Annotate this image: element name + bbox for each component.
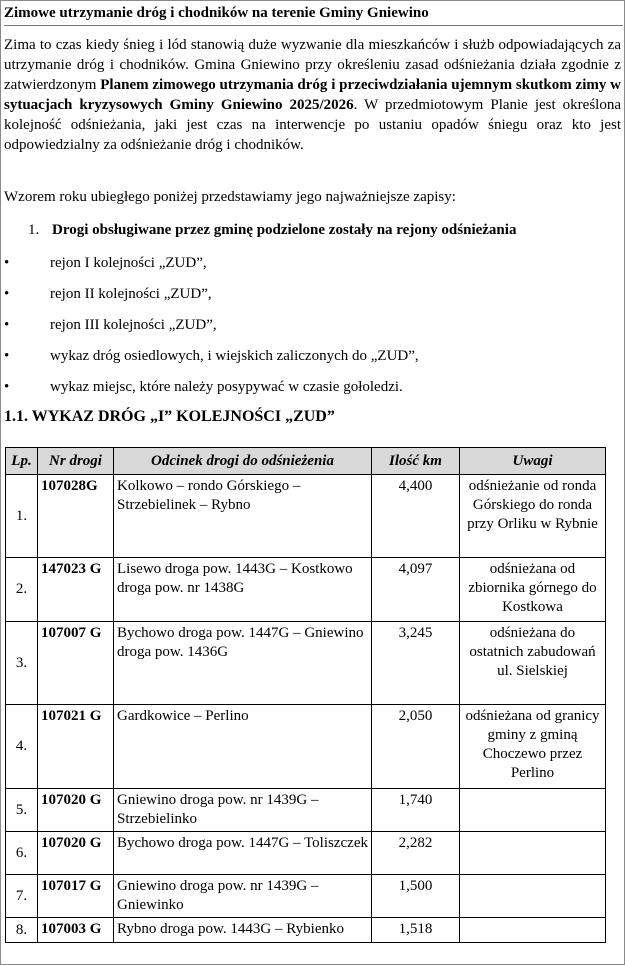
cell-nr: 107028G bbox=[38, 475, 114, 558]
cell-odcinek: Gniewino droga pow. nr 1439G – Gniewinko bbox=[114, 875, 372, 918]
table-row bbox=[6, 475, 606, 558]
bullet-text: wykaz dróg osiedlowych, i wiejskich zaliczonych do „ZUD”, bbox=[50, 348, 419, 364]
table-row bbox=[6, 558, 606, 622]
cell-km: 4,400 bbox=[372, 475, 460, 558]
cell-km: 4,097 bbox=[372, 558, 460, 622]
bullet-icon: • bbox=[4, 255, 10, 271]
table-row bbox=[6, 705, 606, 789]
cell-lp: 1. bbox=[6, 475, 38, 558]
cell-odcinek: Gniewino droga pow. nr 1439G – Strzebielinko bbox=[114, 789, 372, 832]
bullet-text: rejon I kolejności „ZUD”, bbox=[50, 255, 207, 271]
numbered-item-number: 1. bbox=[28, 222, 40, 238]
cell-uwagi bbox=[460, 875, 606, 918]
page-title: Zimowe utrzymanie dróg i chodników na terenie Gminy Gniewino bbox=[4, 5, 429, 21]
cell-uwagi bbox=[460, 918, 606, 943]
bullet-item bbox=[4, 253, 207, 273]
header-lp: Lp. bbox=[6, 448, 38, 475]
cell-nr: 107021 G bbox=[38, 705, 114, 789]
numbered-item bbox=[28, 220, 516, 240]
cell-lp: 2. bbox=[6, 558, 38, 622]
cell-km: 3,245 bbox=[372, 622, 460, 705]
bullet-icon: • bbox=[4, 348, 10, 364]
header-nr-drogi: Nr drogi bbox=[38, 448, 114, 475]
cell-nr: 107020 G bbox=[38, 832, 114, 875]
cell-lp: 6. bbox=[6, 832, 38, 875]
cell-nr: 107020 G bbox=[38, 789, 114, 832]
bullet-text: wykaz miejsc, które należy posypywać w czasie gołoledzi. bbox=[50, 379, 403, 395]
plan-name: Planem zimowego utrzymania dróg i przeciwdziałania ujemnym skutkom zimy w sytuacjach kryzysowych Gminy Gniewino 2025/2026 bbox=[4, 77, 621, 113]
cell-km: 1,500 bbox=[372, 875, 460, 918]
intro-paragraph bbox=[4, 35, 621, 155]
cell-uwagi: odśnieżana do ostatnich zabudowań ul. Sielskiej bbox=[460, 622, 606, 705]
cell-odcinek: Lisewo droga pow. 1443G – Kostkowo droga pow. nr 1438G bbox=[114, 558, 372, 622]
cell-nr: 107003 G bbox=[38, 918, 114, 943]
cell-uwagi bbox=[460, 789, 606, 832]
cell-lp: 7. bbox=[6, 875, 38, 918]
cell-odcinek: Kolkowo – rondo Górskiego – Strzebielinek – Rybno bbox=[114, 475, 372, 558]
cell-lp: 8. bbox=[6, 918, 38, 943]
cell-nr: 107007 G bbox=[38, 622, 114, 705]
title-divider bbox=[4, 25, 623, 26]
cell-km: 2,050 bbox=[372, 705, 460, 789]
bullet-item bbox=[4, 377, 403, 397]
cell-lp: 4. bbox=[6, 705, 38, 789]
bullet-icon: • bbox=[4, 317, 10, 333]
cell-nr: 147023 G bbox=[38, 558, 114, 622]
table-row bbox=[6, 832, 606, 875]
intro-paragraph-2: Wzorem roku ubiegłego poniżej przedstawiamy jego najważniejsze zapisy: bbox=[4, 189, 456, 205]
bullet-icon: • bbox=[4, 379, 10, 395]
header-km: Ilość km bbox=[372, 448, 460, 475]
cell-km: 1,740 bbox=[372, 789, 460, 832]
cell-lp: 3. bbox=[6, 622, 38, 705]
cell-odcinek: Bychowo droga pow. 1447G – Gniewino droga pow. 1436G bbox=[114, 622, 372, 705]
cell-odcinek: Rybno droga pow. 1443G – Rybienko bbox=[114, 918, 372, 943]
cell-uwagi: odśnieżana od zbiornika górnego do Kostkowa bbox=[460, 558, 606, 622]
cell-km: 2,282 bbox=[372, 832, 460, 875]
intro-text-2: . W przedmiotowym Planie jest określona kolejność odśnieżania, jaki jest czas na interwencje po ustaniu opadów śniegu oraz kto jest odpowiedzialny za odśnieżanie dróg i chodników. bbox=[4, 97, 621, 153]
section-heading: 1.1. WYKAZ DRÓG „I” KOLEJNOŚCI „ZUD” bbox=[4, 408, 335, 425]
cell-uwagi: odśnieżana od granicy gminy z gminą Choczewo przez Perlino bbox=[460, 705, 606, 789]
table-row bbox=[6, 918, 606, 943]
cell-uwagi bbox=[460, 832, 606, 875]
bullet-item bbox=[4, 284, 212, 304]
header-uwagi: Uwagi bbox=[460, 448, 606, 475]
header-odcinek: Odcinek drogi do odśnieżenia bbox=[114, 448, 372, 475]
table-row bbox=[6, 622, 606, 705]
bullet-icon: • bbox=[4, 286, 10, 302]
bullet-text: rejon III kolejności „ZUD”, bbox=[50, 317, 217, 333]
table-row bbox=[6, 789, 606, 832]
cell-odcinek: Gardkowice – Perlino bbox=[114, 705, 372, 789]
table-header-row bbox=[6, 448, 606, 475]
cell-nr: 107017 G bbox=[38, 875, 114, 918]
bullet-item bbox=[4, 315, 217, 335]
roads-table bbox=[5, 447, 606, 943]
cell-uwagi: odśnieżanie od ronda Górskiego do ronda przy Orliku w Rybnie bbox=[460, 475, 606, 558]
bullet-item bbox=[4, 346, 419, 366]
cell-lp: 5. bbox=[6, 789, 38, 832]
numbered-item-text: Drogi obsługiwane przez gminę podzielone zostały na rejony odśnieżania bbox=[52, 222, 517, 238]
cell-km: 1,518 bbox=[372, 918, 460, 943]
table-row bbox=[6, 875, 606, 918]
intro-text-1: Zima to czas kiedy śnieg i lód stanowią duże wyzwanie dla mieszkańców i służb odpowiadających za utrzymanie dróg i chodników. Gmina Gniewino przy określeniu zasad odśnieżania działa zgodnie z zatwierdzonym bbox=[4, 37, 621, 93]
bullet-text: rejon II kolejności „ZUD”, bbox=[50, 286, 212, 302]
cell-odcinek: Bychowo droga pow. 1447G – Toliszczek bbox=[114, 832, 372, 875]
